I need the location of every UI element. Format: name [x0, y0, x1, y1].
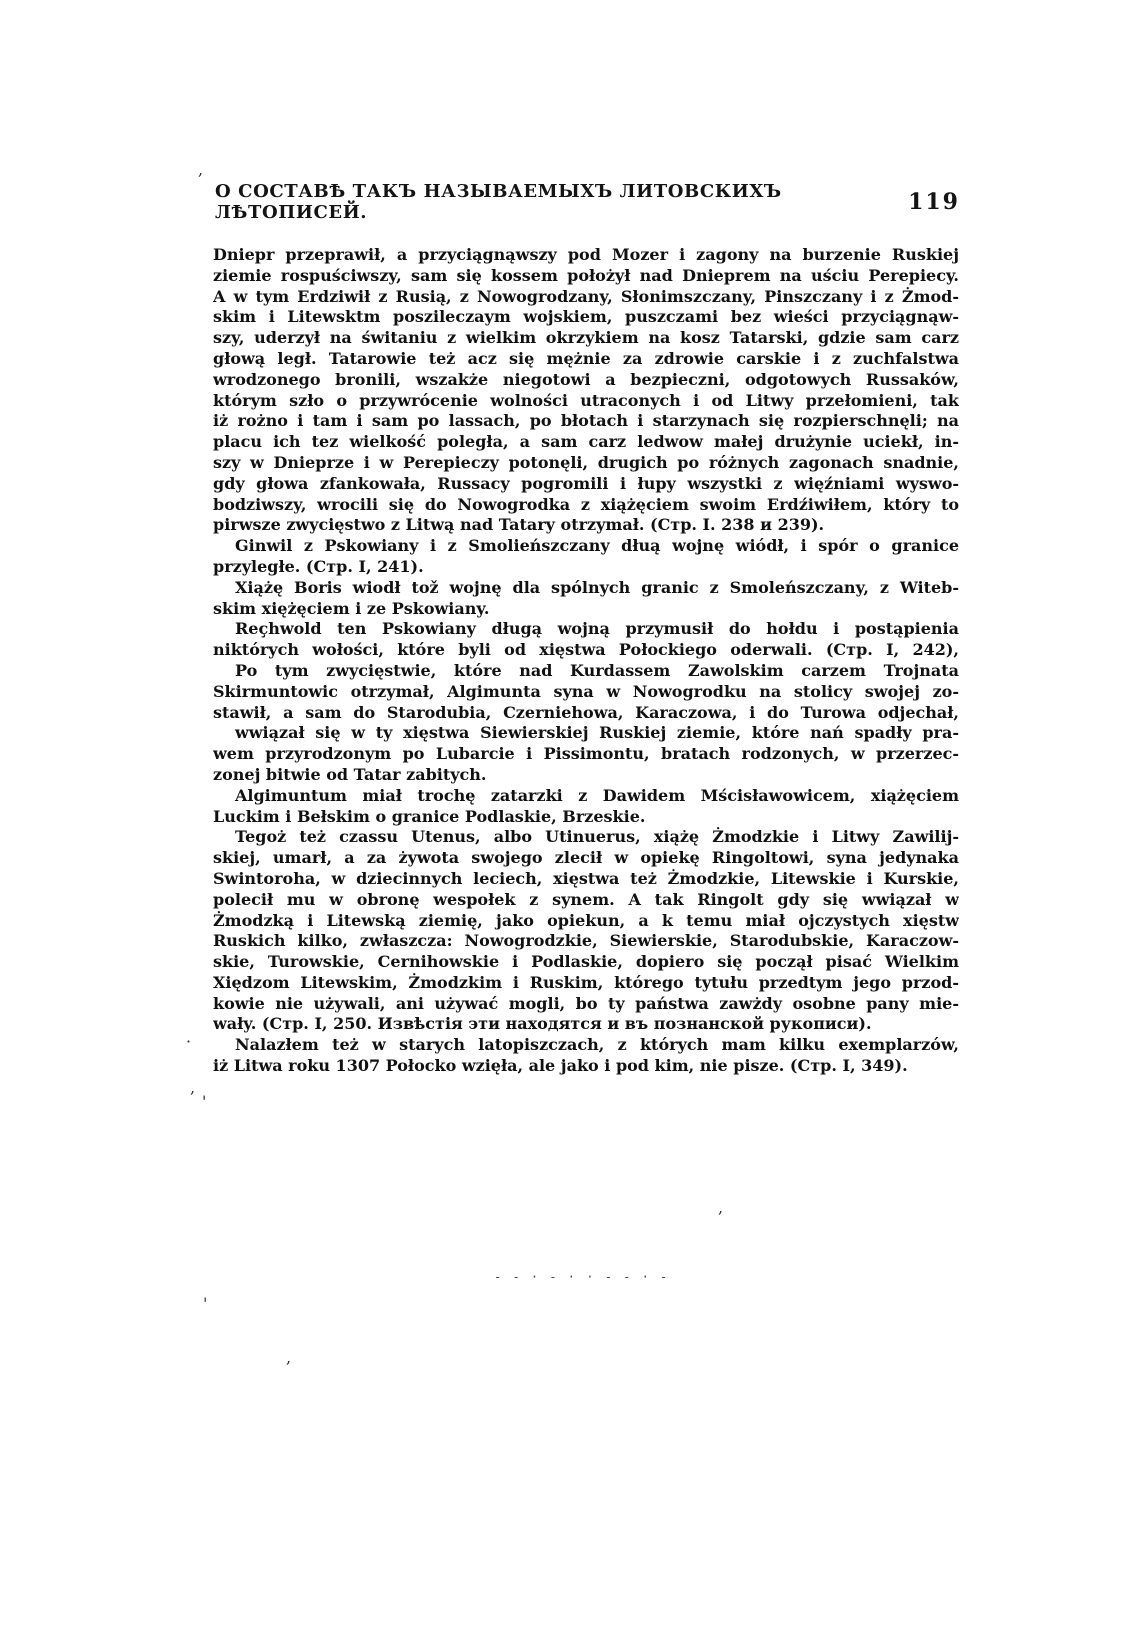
running-head — [215, 181, 960, 223]
text-line: ziemie rospuściwszy, sam się kossem położył nad Dnieprem na uściu Perepiecy. — [213, 265, 959, 285]
text-line: polecił mu w obronę wespołek z synem. A tak Ringolt gdy się wwiązał w — [213, 889, 959, 909]
text-line: Algimuntum miał trochę zatarzki z Dawidem Mścisławowicem, xiążęciem — [235, 785, 959, 805]
text-line: Reçhwold ten Pskowiany długą wojną przymusił do hołdu i postąpienia — [235, 619, 959, 639]
text-line: skie, Turowskie, Cernihowskie i Podlaskie, dopiero się począł pisać Wielkim — [213, 952, 959, 972]
text-line: wały. (Стр. I, 250. Извѣстія эти находятся и въ познанской рукописи). — [213, 1014, 872, 1034]
text-line: zonej bitwie od Tatar zabitych. — [213, 764, 487, 784]
text-line: skiej, umarł, a za żywota swojego zlecił w opiekę Ringoltowi, syna jedynaka — [213, 848, 959, 868]
page-number: 119 — [908, 189, 960, 215]
text-line: stawił, a sam do Starodubia, Czerniehowa, Karaczowa, i do Turowa odjechał, — [213, 702, 959, 722]
text-line: Dniepr przeprawił, a przyciągnąwszy pod Mozer i zagony na burzenie Ruskiej — [213, 245, 959, 264]
text-line: Swintoroha, w dziecinnych leciech, xięstwa też Żmodzkie, Litewskie i Kurskie, — [213, 868, 959, 888]
margin-mark: · — [186, 1032, 192, 1051]
text-line: Tegoż też czassu Utenus, albo Utinuerus, xiążę Żmodzkie i Litwy Zawilij- — [235, 827, 959, 847]
text-line: skim xiężęciem i ze Pskowiany. — [213, 598, 490, 618]
text-line: Xiędzom Litewskim, Żmodzkim i Ruskim, którego tytułu przedtym jego przod- — [213, 972, 959, 992]
body-text — [213, 245, 959, 1077]
margin-mark: ' — [202, 1092, 207, 1111]
text-line: Ruskich kilko, zwłaszcza: Nowogrodzkie, Siewierskie, Starodubskie, Karaczow- — [213, 931, 959, 951]
text-line: skim i Litewsktm poszileczaym wojskiem, puszczami bez wieści przyciągnąw- — [213, 307, 959, 327]
text-line: pirwsze zwycięstwo z Litwą nad Tatary otrzymał. (Стр. I. 238 и 239). — [213, 515, 825, 535]
text-line: przyległe. (Стр. I, 241). — [213, 556, 424, 576]
text-line: Po tym zwycięstwie, które nad Kurdassem Zawolskim carzem Trojnata — [235, 660, 959, 680]
text-line: Nalazłem też w starych latopiszczach, z których mam kilku exemplarzów, — [235, 1035, 959, 1055]
rule-marks: - - · - · · - - · - — [494, 1270, 670, 1284]
stray-mark: , — [718, 1198, 724, 1217]
stray-mark: , — [198, 160, 204, 179]
text-line: którym szło o przywrócenie wolności utraconych i od Litwy przełomieni, tak — [213, 390, 959, 410]
text-line: gdy głowa zfankowała, Russacy pogromili i łupy wszystki z więźniami wyswo- — [213, 473, 959, 493]
text-line: Żmodzką i Litewską ziemię, jako opiekun, a k temu miał ojczystych xięstw — [213, 910, 959, 930]
text-line: szy w Dnieprze i w Perepieczy potonęli, drugich po różnych zagonach snadnie, — [213, 452, 959, 472]
text-line: wwiązał się w ty xięstwa Siewierskiej Ruskiej ziemie, które nań spadły pra- — [235, 723, 959, 743]
text-line: głową legł. Tatarowie też acz się mężnie za zdrowie carskie i z zuchfalstwa — [213, 348, 959, 368]
running-head-title: О СОСТАВѢ ТАКЪ НАЗЫВАЕМЫХЪ ЛИТОВСКИХЪ ЛѢТОПИСЕЙ. — [215, 181, 782, 223]
text-line: Ginwil z Pskowiany i z Smolieńszczany dłuą wojnę wiódł, i spór o granice — [235, 536, 959, 556]
stray-mark: , — [286, 1348, 292, 1367]
text-line: iż rożno i tam i sam po lassach, po błotach i starzynach się rozpierschnęli; na — [213, 411, 959, 431]
text-line: wrodzonego bronili, wszakże niegotowi a bezpieczni, odgotowych Russaków, — [213, 369, 959, 389]
text-line: bodziwszy, wrocili się do Nowogrodka z xiążęciem swoim Erdźiwiłem, który to — [213, 494, 959, 514]
text-line: wem przyrodzonym po Lubarcie i Pissimontu, bratach rodzonych, w przerzec- — [213, 744, 959, 764]
margin-mark: , — [190, 1078, 196, 1097]
text-line: szy, uderzył na świtaniu z wielkim okrzykiem na kosz Tatarski, gdzie sam carz — [213, 328, 959, 348]
text-line: Luckim i Bełskim o granice Podlaskie, Brzeskie. — [213, 806, 646, 826]
text-line: niktórych wołości, które byli od xięstwa Połockiego oderwali. (Стр. I, 242), — [213, 640, 959, 660]
text-line: kowie nie używali, ani używać mogli, bo ty państwa zawżdy osobne pany mie- — [213, 993, 959, 1013]
text-line: A w tym Erdziwił z Rusią, z Nowogrodzany, Słonimszczany, Pinszczany i z Żmod- — [213, 286, 959, 306]
text-line: iż Litwa roku 1307 Połocko wzięła, ale jako i pod kim, nie pisze. (Стр. I, 349). — [213, 1056, 908, 1076]
text-line: Skirmuntowic otrzymał, Algimunta syna w Nowogrodku na stolicy swojej zo- — [213, 681, 959, 701]
text-line: placu ich tez wielkość poległa, a sam carz ledwow małej drużynie uciekł, in- — [213, 432, 959, 452]
text-line: Xiążę Boris wiodł tož wojnę dla spólnych granic z Smoleńszczany, z Witeb- — [235, 577, 959, 597]
stray-mark: ' — [203, 1294, 208, 1313]
